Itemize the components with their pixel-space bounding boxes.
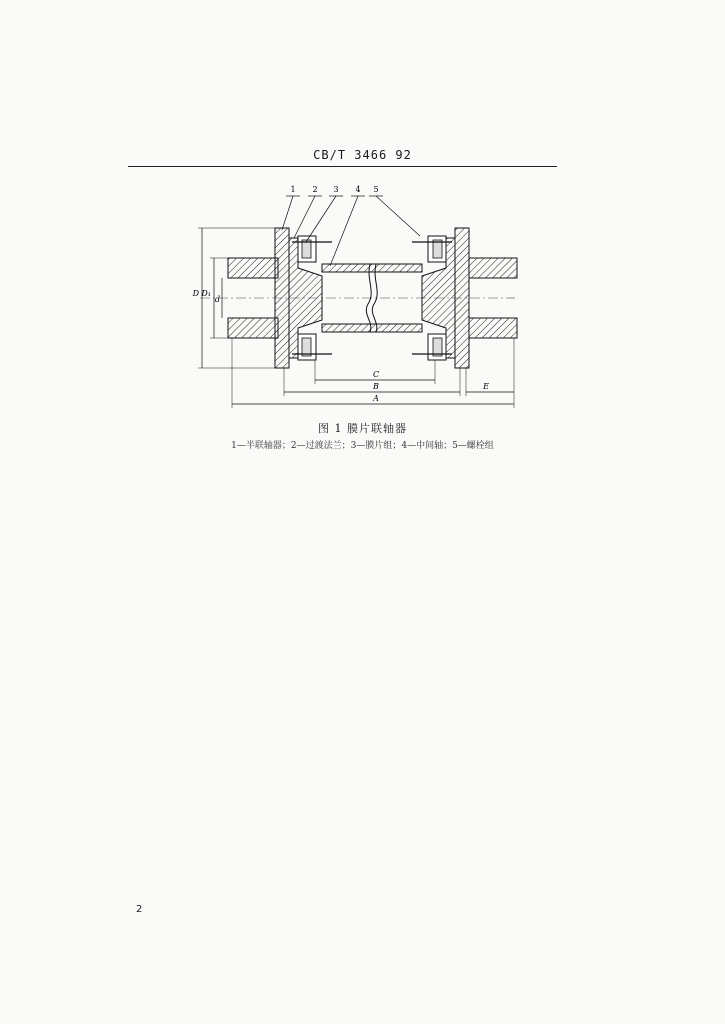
figure-caption: 图 1 膜片联轴器 xyxy=(318,422,407,435)
left-transition-flange xyxy=(289,236,332,360)
coupling-drawing xyxy=(180,180,520,412)
dim-label-E: E xyxy=(483,382,489,391)
dim-label-D: D xyxy=(192,289,199,298)
page-number: 2 xyxy=(136,904,143,915)
callout-3: 3 xyxy=(333,185,339,194)
dim-label-D1: D₁ xyxy=(201,289,211,298)
callout-1: 1 xyxy=(290,185,296,194)
dim-label-d: d xyxy=(214,295,220,304)
standard-number-header: CB/T 3466 92 xyxy=(313,148,412,162)
dim-label-B: B xyxy=(373,382,379,391)
dim-label-A: A xyxy=(373,394,379,403)
dim-label-C: C xyxy=(372,370,380,379)
callout-5: 5 xyxy=(373,185,379,194)
figure-legend: 1—半联轴器；2—过渡法兰；3—膜片组；4—中间轴；5—螺栓组 xyxy=(231,441,494,451)
callout-2: 2 xyxy=(312,185,318,194)
horizontal-dimensions xyxy=(232,338,514,408)
callout-4: 4 xyxy=(355,185,361,194)
header-rule xyxy=(128,166,557,167)
